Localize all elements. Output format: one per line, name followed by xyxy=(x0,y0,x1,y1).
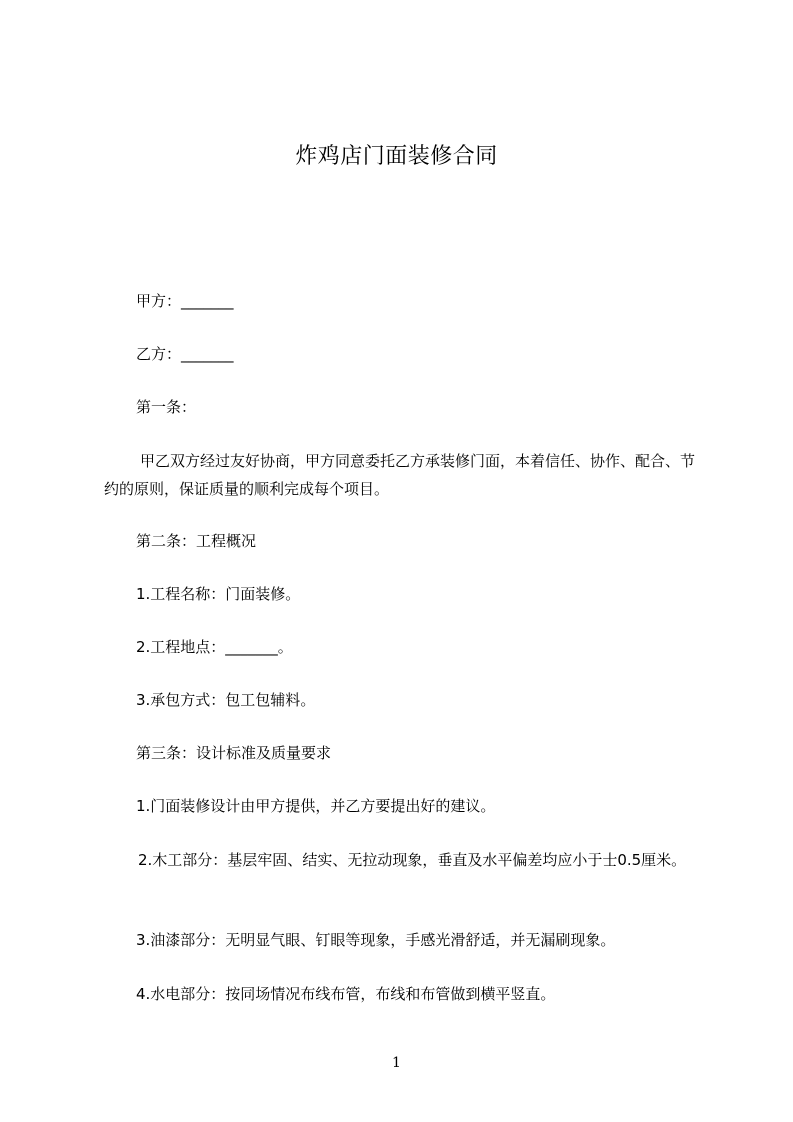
article-2-item-1: 1.工程名称：门面装修。 xyxy=(136,585,301,603)
article-1-body: 甲乙双方经过友好协商，甲方同意委托乙方承装修门面，本着信任、协作、配合、节约的原则，保证质量的顺利完成每个项目。 xyxy=(104,452,696,498)
party-b-line: 乙方：_______ xyxy=(136,345,234,363)
article-3-heading: 第三条：设计标准及质量要求 xyxy=(136,744,332,762)
article-3-item-4: 4.水电部分：按同场情况布线布管，布线和布管做到横平竖直。 xyxy=(136,985,556,1003)
page-number: 1 xyxy=(392,1055,401,1071)
article-3-item-2: 2.木工部分：基层牢固、结实、无拉动现象，垂直及水平偏差均应小于士0.5厘米。 xyxy=(138,851,687,869)
article-3-item-1: 1.门面装修设计由甲方提供，并乙方要提出好的建议。 xyxy=(136,797,496,815)
article-2-item-2: 2.工程地点：_______。 xyxy=(136,638,293,656)
party-a-line: 甲方：_______ xyxy=(136,292,234,310)
article-1-heading: 第一条： xyxy=(136,398,197,416)
article-3-item-3: 3.油漆部分：无明显气眼、钉眼等现象，手感光滑舒适，并无漏刷现象。 xyxy=(136,931,616,949)
article-2-item-3: 3.承包方式：包工包辅料。 xyxy=(136,691,316,709)
article-2-heading: 第二条：工程概况 xyxy=(136,532,257,550)
document-title: 炸鸡店门面装修合同 xyxy=(295,144,498,169)
